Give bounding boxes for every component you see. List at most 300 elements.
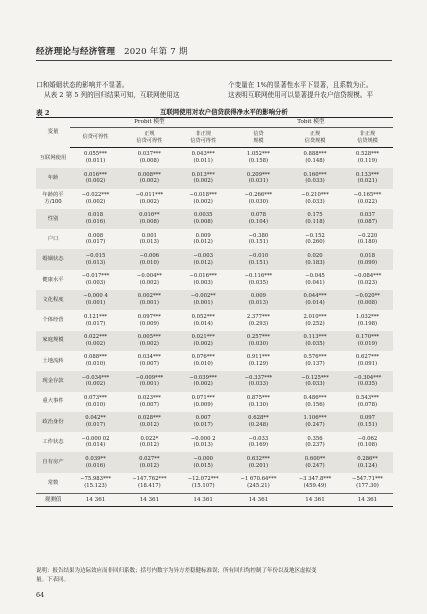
coefficient-value: 0.543*** [355, 394, 380, 401]
variable-column-header: 变量 [47, 129, 59, 136]
coefficient-value: 0.042** [85, 415, 106, 422]
table-cell [229, 290, 288, 310]
coefficient-value: 0.170*** [355, 334, 380, 341]
table-cell [178, 432, 229, 452]
table-cell [288, 331, 342, 351]
standard-error-value: (0.247) [305, 462, 325, 469]
standard-error-value: (0.008) [139, 219, 159, 226]
table-cell [70, 209, 121, 229]
table-cell [288, 310, 342, 330]
observations-value: 14 361 [229, 494, 288, 507]
journal-name: 经济理论与经济管理 [36, 47, 116, 57]
coefficient-value: 0.009 [195, 232, 211, 239]
table-cell [229, 392, 288, 412]
table-cell [229, 189, 288, 209]
journal-header [36, 45, 188, 57]
column-header-5 [288, 128, 342, 148]
table-cell [229, 168, 288, 188]
table-row [36, 229, 393, 249]
coefficient-value: 0.037 [359, 212, 376, 219]
coefficient-value: −0.022*** [81, 191, 110, 198]
standard-error-value: (0.237) [305, 442, 325, 449]
standard-error-value: (0.007) [139, 361, 159, 368]
table-cell [342, 270, 393, 290]
column-header-4-line-1: 信贷 [253, 130, 264, 137]
standard-error-value: (0.252) [305, 320, 325, 327]
table-cell [70, 351, 121, 371]
table-cell [229, 432, 288, 452]
standard-error-value: (0.030) [248, 340, 269, 347]
coefficient-value: 0.008 [87, 232, 104, 239]
table-cell [229, 310, 288, 330]
standard-error-value: (0.002) [193, 340, 213, 347]
table-cell [70, 392, 121, 412]
standard-error-value: (0.002) [139, 178, 159, 185]
standard-error-value: (0.151) [357, 422, 378, 428]
row-variable-label: 户口 [47, 235, 59, 242]
table-cell [178, 229, 229, 249]
table-cell [288, 270, 342, 290]
row-variable-label: 常数 [47, 479, 59, 486]
table-cell [178, 290, 229, 310]
coefficient-value: 1.106*** [303, 415, 327, 422]
standard-error-value: (0.013) [193, 442, 213, 449]
table-row [36, 331, 393, 351]
header-rule [36, 60, 392, 61]
standard-error-value: (0.001) [139, 381, 159, 388]
coefficient-value: −0.380 [248, 232, 269, 239]
table-cell [229, 270, 288, 290]
coefficient-value: 0.037*** [137, 151, 161, 158]
table-cell [288, 392, 342, 412]
standard-error-value: (0.022) [357, 198, 378, 205]
table-cell [288, 452, 342, 472]
observations-row [36, 494, 393, 507]
coefficient-value: −0.017*** [81, 273, 110, 280]
coefficient-value: −12.072*** [187, 476, 219, 483]
coefficient-value: −0.337*** [244, 374, 273, 381]
standard-error-value: (0.009) [193, 401, 213, 408]
standard-error-value: (0.198) [357, 320, 378, 327]
standard-error-value: (0.151) [248, 239, 269, 246]
coefficient-value: −0.033 [248, 435, 269, 442]
standard-error-value: (0.013) [248, 300, 269, 307]
coefficient-value: 0.002*** [137, 293, 161, 300]
standard-error-value: (0.002) [193, 178, 213, 185]
row-variable-label: 年龄 [36, 168, 70, 188]
coefficient-value: −547.71*** [352, 476, 383, 483]
standard-error-value: (0.104) [248, 219, 269, 226]
standard-error-value: (0.016) [85, 462, 106, 469]
table-cell [178, 331, 229, 351]
standard-error-value: (15.123) [84, 482, 107, 489]
column-header-3-line-2: 信贷可得性 [190, 137, 217, 144]
table-label: 表 2 [36, 109, 50, 117]
row-variable-label: 个体经营 [42, 317, 64, 324]
standard-error-value: (0.180) [357, 239, 378, 246]
coefficient-value: 0.008*** [137, 171, 161, 178]
coefficient-value: −0.304*** [353, 374, 382, 381]
table-row [36, 148, 393, 169]
standard-error-value: (0.293) [248, 320, 269, 327]
table-cell [121, 209, 178, 229]
standard-error-value: (0.011) [193, 158, 213, 165]
row-variable-label: 婚姻状态 [36, 249, 70, 269]
standard-error-value: (0.003) [85, 279, 106, 286]
coefficient-value: 0.001 [141, 232, 157, 239]
standard-error-value: (0.012) [193, 259, 213, 266]
standard-error-value: (177.30) [356, 482, 379, 489]
standard-error-value: (0.013) [85, 259, 106, 266]
standard-error-value: (0.078) [357, 401, 378, 408]
coefficient-value: 0.009 [250, 293, 266, 300]
row-variable-label: 工作状态 [42, 438, 64, 445]
table-cell [70, 371, 121, 391]
standard-error-value: (0.017) [85, 422, 106, 428]
column-header-row [36, 128, 393, 148]
table-cell [121, 290, 178, 310]
table-cell [342, 392, 393, 412]
table-cell [121, 452, 178, 472]
table-cell [70, 229, 121, 249]
table-cell [70, 270, 121, 290]
table-cell [229, 351, 288, 371]
table-cell [178, 452, 229, 472]
standard-error-value: (0.248) [248, 422, 269, 428]
coefficient-value: 0.027** [139, 455, 160, 462]
row-variable-label: 性别 [36, 209, 70, 229]
standard-error-value: (0.008) [139, 158, 159, 165]
table-cell [178, 148, 229, 169]
standard-error-value: (245.21) [247, 482, 270, 489]
standard-error-value: (0.021) [357, 178, 378, 185]
coefficient-value: 0.016** [139, 212, 160, 219]
table-cell [288, 412, 342, 432]
standard-error-value: (0.099) [357, 259, 378, 266]
table-cell [288, 229, 342, 249]
body-text-right-line-2: 这表明互联网使用可以显著提升农户信贷规模。平 [228, 91, 374, 99]
standard-error-value: (0.012) [139, 442, 159, 449]
table-cell [121, 432, 178, 452]
standard-error-value: (0.091) [357, 361, 378, 368]
table-cell [70, 249, 121, 269]
standard-error-value: (0.017) [85, 239, 106, 246]
coefficient-value: −0.011*** [135, 191, 164, 198]
standard-error-value: (0.012) [139, 462, 159, 469]
coefficient-value: 2.010*** [303, 313, 327, 320]
standard-error-value: (0.015) [193, 462, 213, 469]
table-row [36, 452, 393, 472]
coefficient-value: 1.052*** [246, 151, 270, 158]
coefficient-value: −0.003 [193, 252, 213, 259]
observations-value: 14 361 [288, 494, 342, 507]
standard-error-value: (0.016) [85, 219, 106, 226]
coefficient-value: −0.000 4 [83, 293, 108, 300]
standard-error-value: (0.001) [85, 300, 106, 307]
standard-error-value: (0.169) [248, 442, 269, 449]
probit-group-header: Probit 模型 [70, 118, 229, 128]
standard-error-value: (0.008) [193, 219, 213, 226]
standard-error-value: (0.156) [305, 401, 325, 408]
coefficient-value: 0.600** [304, 455, 326, 462]
table-cell [178, 412, 229, 432]
table-cell [70, 168, 121, 188]
column-header-4 [229, 128, 288, 148]
standard-error-value: (0.012) [139, 422, 159, 428]
table-cell [229, 229, 288, 249]
table-cell [288, 290, 342, 310]
coefficient-value: 0.052*** [191, 313, 215, 320]
coefficient-value: 0.911*** [246, 354, 270, 361]
table-cell [178, 249, 229, 269]
coefficient-value: 0.486*** [303, 394, 327, 401]
column-header-2-line-2: 信贷可得性 [136, 137, 163, 144]
table-cell [288, 189, 342, 209]
table-cell [229, 209, 288, 229]
standard-error-value: (0.001) [139, 300, 159, 307]
body-text-right-line-1: 个变量在 1%的显著性水平下显著，且系数为正。 [228, 81, 373, 89]
standard-error-value: (0.002) [193, 198, 213, 205]
table-cell [121, 331, 178, 351]
table-row [36, 351, 393, 371]
coefficient-value: −0.002** [190, 293, 216, 300]
table-cell [70, 432, 121, 452]
standard-error-value: (0.118) [305, 219, 325, 226]
coefficient-value: −0.009*** [135, 374, 164, 381]
row-variable-label: 年龄的平方/100 [42, 191, 64, 205]
row-variable-label: 健康水平 [42, 276, 64, 283]
table-cell [342, 168, 393, 188]
coefficient-value: −0.165*** [353, 191, 382, 198]
coefficient-value: 0.097*** [137, 313, 161, 320]
table-cell [342, 189, 393, 209]
coefficient-value: 0.627*** [355, 354, 380, 361]
coefficient-value: 0.043*** [191, 151, 215, 158]
coefficient-value: 0.028*** [137, 415, 161, 422]
coefficient-value: −0.125*** [301, 374, 329, 381]
standard-error-value: (0.012) [193, 239, 213, 246]
coefficient-value: 0.055*** [83, 151, 108, 158]
table-cell [342, 351, 393, 371]
coefficient-value: 0.073*** [83, 394, 108, 401]
table-row [36, 412, 393, 432]
table-cell [178, 209, 229, 229]
table-row [36, 392, 393, 412]
standard-error-value: (15.107) [191, 482, 215, 489]
table-cell [288, 351, 342, 371]
table-cell [121, 148, 178, 169]
table-cell [229, 452, 288, 472]
table-cell [178, 371, 229, 391]
coefficient-value: 0.160*** [303, 171, 327, 178]
coefficient-value: −0.000 2 [190, 435, 216, 442]
coefficient-value: 0.528*** [355, 151, 380, 158]
coefficient-value: −0.039*** [189, 374, 217, 381]
column-header-5-line-2: 信贷规模 [304, 137, 326, 144]
table-row [36, 432, 393, 452]
table-cell [70, 473, 121, 494]
table-cell [288, 168, 342, 188]
standard-error-value: (0.158) [248, 158, 269, 165]
table-cell [288, 148, 342, 169]
standard-error-value: (0.010) [193, 361, 213, 368]
table-cell [288, 209, 342, 229]
standard-error-value: (0.002) [193, 381, 213, 388]
table-cell [121, 270, 178, 290]
standard-error-value: (0.002) [85, 198, 106, 205]
table-cell [342, 249, 393, 269]
table-cell [178, 270, 229, 290]
standard-error-value: (0.019) [357, 340, 378, 347]
coefficient-value: 0.209*** [246, 171, 270, 178]
column-header-3 [178, 128, 229, 148]
standard-error-value: (0.011) [85, 158, 106, 165]
standard-error-value: (0.031) [248, 178, 269, 185]
table-row [36, 473, 393, 494]
coefficient-value: 0.257*** [246, 334, 270, 341]
standard-error-value: (0.023) [357, 279, 378, 286]
coefficient-value: −0.220 [357, 232, 378, 239]
coefficient-value: −75.983*** [80, 476, 111, 483]
coefficient-value: −0.045 [305, 273, 325, 280]
standard-error-value: (0.002) [85, 340, 106, 347]
table-cell [178, 392, 229, 412]
standard-error-value: (0.008) [357, 300, 378, 307]
table-note-line-2: 量。下表同。 [36, 577, 70, 583]
standard-error-value: (0.151) [248, 259, 269, 266]
coefficient-value: 0.022* [140, 435, 159, 442]
table-cell [342, 310, 393, 330]
coefficient-value: 0.088*** [83, 354, 108, 361]
coefficient-value: 0.632*** [246, 455, 270, 462]
table-cell [229, 371, 288, 391]
table-cell [70, 148, 121, 169]
coefficient-value: −0.004** [136, 273, 162, 280]
standard-error-value: (0.013) [139, 239, 159, 246]
coefficient-value: 0.888*** [303, 151, 327, 158]
standard-error-value: (0.183) [305, 259, 325, 266]
table-caption: 互联网使用对农户信贷获得净水平的影响分析 [160, 108, 288, 116]
observations-value: 14 361 [342, 494, 393, 507]
standard-error-value: (0.035) [248, 279, 269, 286]
coefficient-value: −0.210*** [301, 191, 329, 198]
coefficient-value: 0.875*** [246, 394, 270, 401]
column-header-1 [70, 128, 121, 148]
coefficient-value: 0.013*** [191, 171, 215, 178]
coefficient-value: 1.032*** [355, 313, 380, 320]
coefficient-value: 0.356 [307, 435, 323, 442]
body-text-left-line-1: 口和婚姻状态的影响并不显著。 [36, 81, 129, 89]
table-row [36, 209, 393, 229]
standard-error-value: (0.087) [357, 219, 378, 226]
table-cell [121, 351, 178, 371]
standard-error-value: (0.014) [193, 320, 213, 327]
coefficient-value: 0.076*** [191, 354, 215, 361]
coefficient-value: −0.116*** [244, 273, 273, 280]
table-cell [229, 331, 288, 351]
table-cell [178, 189, 229, 209]
column-header-2-line-1: 正规 [144, 130, 155, 137]
standard-error-value: (0.137) [305, 361, 325, 368]
table-row [36, 290, 393, 310]
coefficient-value: 0.0035 [193, 212, 213, 219]
table-cell [342, 452, 393, 472]
coefficient-value: 2.377*** [246, 313, 270, 320]
table-row [36, 371, 393, 391]
standard-error-value: (0.017) [85, 320, 106, 327]
table-cell [70, 290, 121, 310]
standard-error-value: (0.041) [305, 279, 325, 286]
table-cell [178, 168, 229, 188]
standard-error-value: (0.017) [193, 422, 213, 428]
table-note [36, 567, 396, 585]
table-cell [288, 473, 342, 494]
standard-error-value: (0.033) [248, 381, 269, 388]
table-row [36, 249, 393, 269]
table-cell [121, 229, 178, 249]
journal-issue: 2020 年第 7 期 [124, 47, 188, 57]
table-cell [178, 310, 229, 330]
table-cell [342, 432, 393, 452]
coefficient-value: −0.084*** [353, 273, 382, 280]
standard-error-value: (0.001) [193, 300, 213, 307]
coefficient-value: 0.018 [87, 212, 104, 219]
standard-error-value: (0.002) [139, 279, 159, 286]
table-cell [342, 148, 393, 169]
standard-error-value: (0.033) [305, 381, 325, 388]
coefficient-value: 0.021*** [191, 334, 215, 341]
column-header-5-line-1: 正规 [309, 130, 321, 137]
standard-error-value: (0.002) [85, 381, 106, 388]
row-variable-label: 重大事件 [42, 398, 64, 405]
table-cell [70, 310, 121, 330]
table-cell [342, 412, 393, 432]
standard-error-value: (0.010) [85, 401, 106, 408]
observations-value: 14 361 [70, 494, 121, 507]
column-header-6 [342, 128, 393, 148]
row-variable-label: 自有房产 [36, 452, 70, 472]
row-variable-label: 互联网使用 [39, 154, 67, 161]
observations-value: 14 361 [178, 494, 229, 507]
coefficient-value: 0.007 [195, 415, 211, 422]
standard-error-value: (0.010) [85, 361, 106, 368]
observations-label: 观测值 [36, 494, 70, 507]
coefficient-value: 0.121*** [83, 313, 108, 320]
standard-error-value: (0.201) [248, 462, 269, 469]
table-cell [288, 371, 342, 391]
coefficient-value: −0.062 [357, 435, 378, 442]
table-body [36, 148, 393, 507]
table-cell [342, 209, 393, 229]
table-row [36, 310, 393, 330]
standard-error-value: (0.003) [193, 279, 213, 286]
coefficient-value: −0.018*** [189, 191, 217, 198]
table-note-line-1: 说明：报告结果为边际效应而非回归系数；括号内数字为异方差稳健标准误；所有回归均控制了年份以及地区虚拟变 [36, 568, 317, 574]
coefficient-value: 0.005*** [137, 334, 161, 341]
coefficient-value: −0.000 [193, 455, 213, 462]
coefficient-value: 0.023*** [137, 394, 161, 401]
table-cell [342, 371, 393, 391]
table-row [36, 168, 393, 188]
table-cell [121, 189, 178, 209]
coefficient-value: −0.016*** [189, 273, 217, 280]
table-cell [288, 249, 342, 269]
standard-error-value: (0.247) [305, 422, 325, 428]
coefficient-value: 0.113*** [303, 334, 327, 341]
coefficient-value: 0.022*** [83, 334, 108, 341]
standard-error-value: (0.010) [139, 259, 159, 266]
standard-error-value: (0.035) [305, 340, 325, 347]
